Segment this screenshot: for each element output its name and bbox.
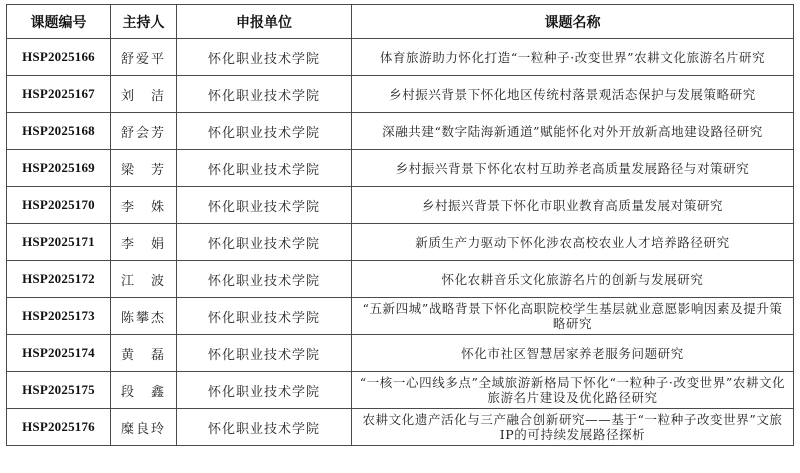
project-code: HSP2025166: [7, 39, 111, 76]
table-row: [7, 150, 794, 187]
project-title: 乡村振兴背景下怀化市职业教育高质量发展对策研究: [352, 187, 794, 224]
project-code: HSP2025173: [7, 298, 111, 335]
table-row: [7, 187, 794, 224]
project-unit: 怀化职业技术学院: [177, 150, 352, 187]
project-code: HSP2025169: [7, 150, 111, 187]
project-host: 段 鑫: [111, 372, 177, 409]
table-row: [7, 335, 794, 372]
project-unit: 怀化职业技术学院: [177, 76, 352, 113]
table-row: [7, 113, 794, 150]
project-title: 农耕文化遗产活化与三产融合创新研究——基于“一粒种子改变世界”文旅IP的可持续发展路径探析: [352, 409, 794, 446]
project-unit: 怀化职业技术学院: [177, 261, 352, 298]
table-row: [7, 224, 794, 261]
project-title: “一核一心四线多点”全域旅游新格局下怀化“一粒种子·改变世界”农耕文化旅游名片建设及优化路径研究: [352, 372, 794, 409]
table-row: [7, 261, 794, 298]
project-host: 糜良玲: [111, 409, 177, 446]
project-host: 陈攀杰: [111, 298, 177, 335]
table-row: [7, 372, 794, 409]
header-code: 课题编号: [7, 5, 111, 39]
project-host: 李 姝: [111, 187, 177, 224]
project-code: HSP2025167: [7, 76, 111, 113]
project-table: [6, 4, 794, 446]
project-unit: 怀化职业技术学院: [177, 113, 352, 150]
project-code: HSP2025175: [7, 372, 111, 409]
project-host: 舒爱平: [111, 39, 177, 76]
project-code: HSP2025176: [7, 409, 111, 446]
table-row: [7, 409, 794, 446]
table-row: [7, 298, 794, 335]
project-host: 江 波: [111, 261, 177, 298]
project-title: 深融共建“数字陆海新通道”赋能怀化对外开放新高地建设路径研究: [352, 113, 794, 150]
table-row: [7, 39, 794, 76]
header-title: 课题名称: [352, 5, 794, 39]
project-unit: 怀化职业技术学院: [177, 409, 352, 446]
header-unit: 申报单位: [177, 5, 352, 39]
project-host: 梁 芳: [111, 150, 177, 187]
project-code: HSP2025170: [7, 187, 111, 224]
project-unit: 怀化职业技术学院: [177, 39, 352, 76]
project-unit: 怀化职业技术学院: [177, 298, 352, 335]
project-title: 怀化农耕音乐文化旅游名片的创新与发展研究: [352, 261, 794, 298]
project-title: 新质生产力驱动下怀化涉农高校农业人才培养路径研究: [352, 224, 794, 261]
header-host: 主持人: [111, 5, 177, 39]
project-code: HSP2025171: [7, 224, 111, 261]
project-unit: 怀化职业技术学院: [177, 187, 352, 224]
project-unit: 怀化职业技术学院: [177, 372, 352, 409]
header-row: [7, 5, 794, 39]
project-code: HSP2025168: [7, 113, 111, 150]
project-title: “五新四城”战略背景下怀化高职院校学生基层就业意愿影响因素及提升策略研究: [352, 298, 794, 335]
project-host: 黄 磊: [111, 335, 177, 372]
table-row: [7, 76, 794, 113]
project-unit: 怀化职业技术学院: [177, 224, 352, 261]
project-title: 乡村振兴背景下怀化地区传统村落景观活态保护与发展策略研究: [352, 76, 794, 113]
project-code: HSP2025172: [7, 261, 111, 298]
project-unit: 怀化职业技术学院: [177, 335, 352, 372]
project-host: 舒会芳: [111, 113, 177, 150]
project-host: 李 娟: [111, 224, 177, 261]
project-host: 刘 洁: [111, 76, 177, 113]
project-code: HSP2025174: [7, 335, 111, 372]
project-title: 乡村振兴背景下怀化农村互助养老高质量发展路径与对策研究: [352, 150, 794, 187]
project-title: 怀化市社区智慧居家养老服务问题研究: [352, 335, 794, 372]
project-title: 体育旅游助力怀化打造“一粒种子·改变世界”农耕文化旅游名片研究: [352, 39, 794, 76]
